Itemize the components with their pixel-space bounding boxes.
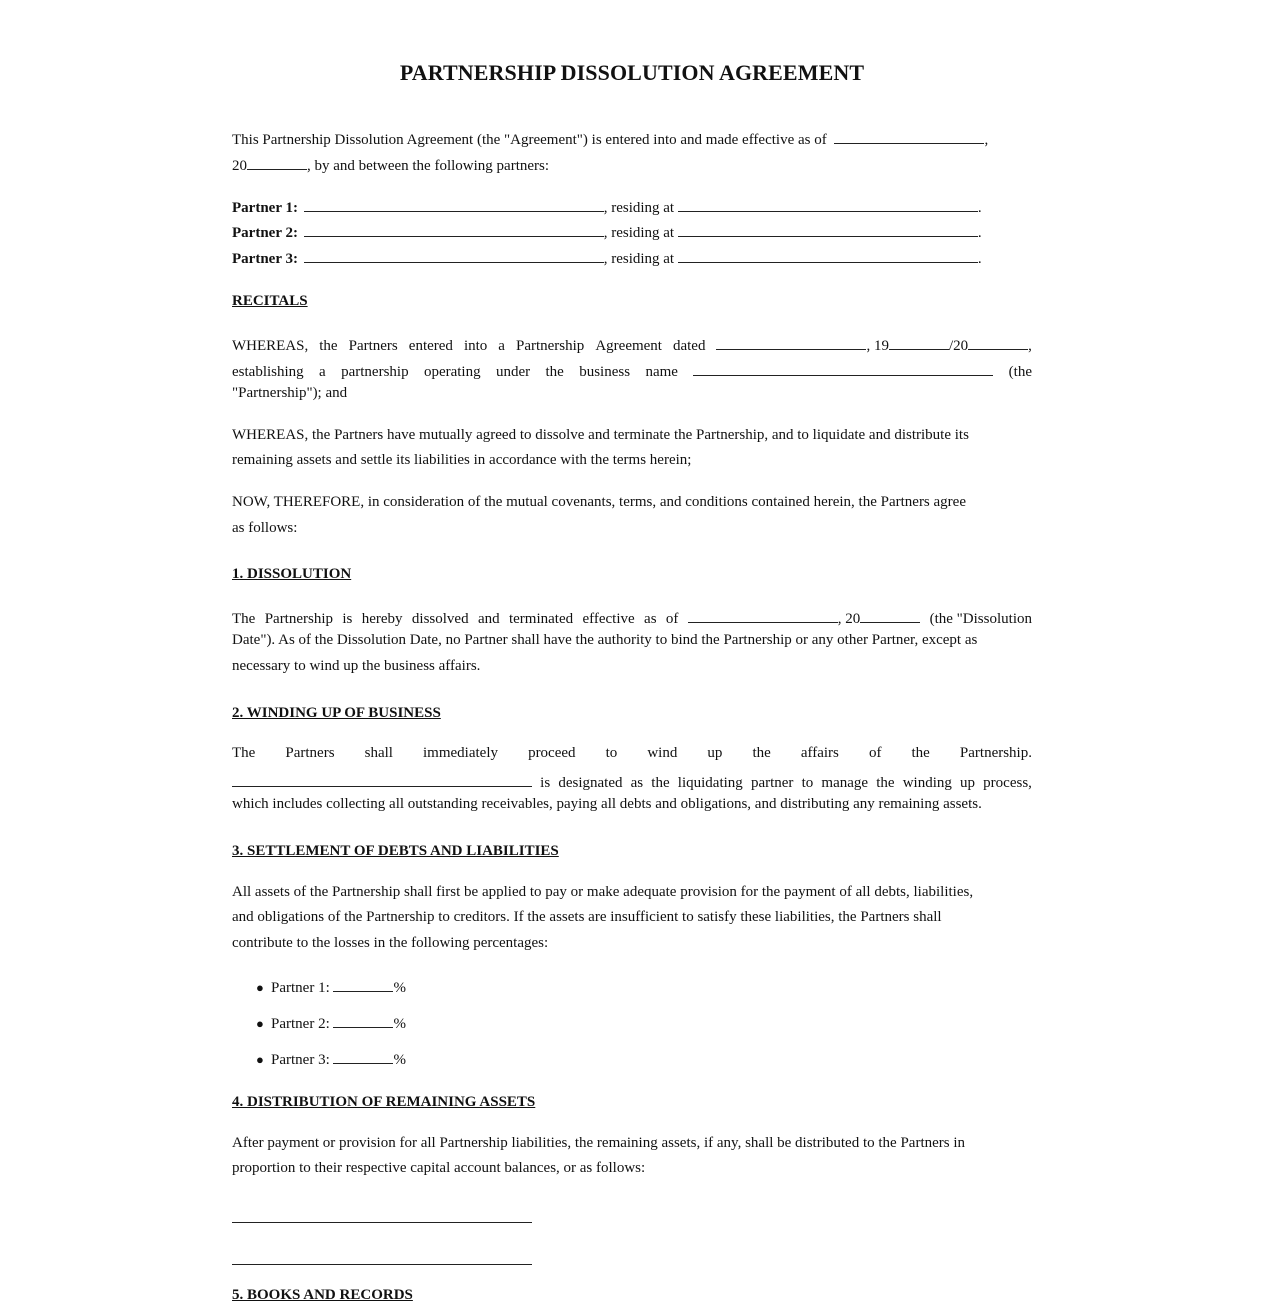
intro-text-2: , by and between the following partners: (307, 158, 550, 174)
partner-1-name-field[interactable] (304, 192, 604, 212)
agreement-date-field[interactable] (716, 330, 866, 350)
partner-3-percentage-field[interactable] (333, 1044, 393, 1064)
word: the (545, 364, 564, 380)
s3-line-3: contribute to the losses in the following percentages: (232, 935, 549, 951)
recitals-heading: RECITALS (232, 293, 308, 309)
word: effective (582, 611, 635, 627)
section-5-heading: 5. BOOKS AND RECORDS (232, 1287, 413, 1303)
word: Partnership. (959, 745, 1032, 761)
bullet-label: Partner 2: (271, 1016, 330, 1032)
word: a (498, 338, 505, 354)
s4-line-1: After payment or provision for all Partnership liabilities, the remaining assets, if any, shall be distributed to the Partners in (232, 1135, 966, 1151)
section-4-heading: 4. DISTRIBUTION OF REMAINING ASSETS (232, 1094, 536, 1110)
partner-2-percentage-field[interactable] (333, 1008, 393, 1028)
word: (the (1008, 364, 1032, 380)
s3-line-1: All assets of the Partnership shall first be applied to pay or make adequate provision for the payment of all debts, liabilities, (232, 884, 974, 900)
agreement-year-19-field[interactable] (889, 330, 949, 350)
word: partner (750, 775, 794, 791)
percent-sign: % (393, 980, 406, 996)
word: wind (647, 745, 678, 761)
dissolution-year-field[interactable] (860, 603, 920, 623)
word: entered (408, 338, 453, 354)
section-3-heading: 3. SETTLEMENT OF DEBTS AND LIABILITIES (232, 843, 559, 859)
word: Partnership (515, 338, 585, 354)
word: manage (821, 775, 869, 791)
word: process, (983, 775, 1032, 791)
word: Agreement (595, 338, 662, 354)
percent-sign: % (393, 1016, 406, 1032)
word: the (876, 775, 895, 791)
bullet-icon: ● (256, 1052, 264, 1067)
partner-1-percentage-field[interactable] (333, 972, 393, 992)
period: . (977, 251, 982, 267)
year-prefix: , 20 (837, 611, 861, 627)
bullet-icon: ● (256, 1016, 264, 1031)
s3-line-2: and obligations of the Partnership to creditors. If the assets are insufficient to satisfy these liabilities, the Partners shall (232, 909, 942, 925)
recitals-p3-line-2: as follows: (232, 520, 298, 536)
word: Partnership (264, 611, 334, 627)
distribution-line-1[interactable] (232, 1221, 532, 1223)
word: to (801, 775, 814, 791)
word: business (579, 364, 631, 380)
recitals-p1-line-3: "Partnership"); and (232, 385, 348, 401)
percentage-item-2 (256, 1008, 406, 1037)
period: . (977, 200, 982, 216)
word: is (342, 611, 353, 627)
word: terminated (508, 611, 574, 627)
year-prefix-19: , 19 (866, 338, 889, 354)
word: The (232, 745, 256, 761)
word: of (868, 745, 882, 761)
word: winding (902, 775, 952, 791)
word: the (651, 775, 670, 791)
partner-3-name-field[interactable] (304, 243, 604, 263)
word: and (477, 611, 500, 627)
document-title: PARTNERSHIP DISSOLUTION AGREEMENT (399, 60, 865, 85)
word: establishing (232, 364, 304, 380)
s2-line-1 (232, 741, 1032, 767)
bullet-label: Partner 1: (271, 980, 330, 996)
intro-year-prefix: 20 (232, 158, 247, 174)
word: up (960, 775, 976, 791)
residing-at-text: , residing at (603, 225, 675, 241)
word: into (463, 338, 488, 354)
section-1-heading: 1. DISSOLUTION (232, 566, 352, 582)
residing-at-text: , residing at (603, 200, 675, 216)
effective-date-field[interactable] (834, 124, 984, 144)
word: as (644, 611, 657, 627)
word: operating (423, 364, 481, 380)
word: to (605, 745, 618, 761)
partner-3-address-field[interactable] (678, 243, 978, 263)
dissolution-date-field[interactable] (688, 603, 838, 623)
partner-label: Partner 2: (232, 225, 298, 241)
word: Partners (348, 338, 398, 354)
liquidating-partner-field[interactable] (232, 767, 532, 787)
recitals-p2-line-1: WHEREAS, the Partners have mutually agreed to dissolve and terminate the Partnership, and to liquidate and distribute its (232, 427, 969, 443)
word: a (319, 364, 326, 380)
s4-line-2: proportion to their respective capital account balances, or as follows: (232, 1160, 646, 1176)
word: WHEREAS, (232, 338, 309, 354)
word: the (752, 745, 771, 761)
word: The (232, 611, 256, 627)
word: affairs (800, 745, 839, 761)
word: liquidating (677, 775, 743, 791)
word: up (707, 745, 723, 761)
word: hereby (361, 611, 403, 627)
year-prefix-20: /20 (948, 338, 969, 354)
percentage-item-1 (256, 972, 406, 1001)
word: designated (558, 775, 623, 791)
word: (the "Dissolution (929, 611, 1032, 627)
word: dated (672, 338, 706, 354)
business-name-field[interactable] (693, 356, 993, 376)
s1-line-3: necessary to wind up the business affairs. (232, 658, 481, 674)
recitals-p2-line-2: remaining assets and settle its liabilities in accordance with the terms herein; (232, 452, 692, 468)
word: the (911, 745, 930, 761)
s1-line-2: Date"). As of the Dissolution Date, no Partner shall have the authority to bind the Partnership or any other Partner, except as (232, 632, 978, 648)
intro-text: This Partnership Dissolution Agreement (the "Agreement") is entered into and made effective as of (232, 132, 827, 148)
bullet-label: Partner 3: (271, 1052, 330, 1068)
word: is (540, 775, 551, 791)
bullet-icon: ● (256, 980, 264, 995)
word: proceed (528, 745, 576, 761)
intro-comma: , (984, 132, 989, 148)
effective-year-field[interactable] (247, 150, 307, 170)
partner-row-3 (232, 243, 1032, 273)
word: Partners (285, 745, 335, 761)
word: under (495, 364, 531, 380)
percentage-item-3 (256, 1044, 406, 1073)
word: the (319, 338, 338, 354)
partner-2-address-field[interactable] (678, 217, 978, 237)
word: as (630, 775, 644, 791)
word: shall (364, 745, 393, 761)
partner-1-address-field[interactable] (678, 192, 978, 212)
word: dissolved (411, 611, 469, 627)
agreement-year-20-field[interactable] (968, 330, 1028, 350)
s2-line-3: which includes collecting all outstanding receivables, paying all debts and obligations, and distributing any remaining assets. (232, 796, 982, 812)
percent-sign: % (393, 1052, 406, 1068)
distribution-line-2[interactable] (232, 1263, 532, 1265)
word: partnership (341, 364, 409, 380)
comma: , (1028, 338, 1032, 354)
word: of (665, 611, 679, 627)
partner-label: Partner 1: (232, 200, 298, 216)
word: immediately (423, 745, 498, 761)
intro-line-2 (232, 150, 1032, 180)
section-2-heading: 2. WINDING UP OF BUSINESS (232, 705, 441, 721)
period: . (977, 225, 982, 241)
partner-label: Partner 3: (232, 251, 298, 267)
partner-2-name-field[interactable] (304, 217, 604, 237)
recitals-p3-line-1: NOW, THEREFORE, in consideration of the mutual covenants, terms, and conditions contained herein, the Partners agree (232, 494, 966, 510)
word: name (645, 364, 678, 380)
residing-at-text: , residing at (603, 251, 675, 267)
